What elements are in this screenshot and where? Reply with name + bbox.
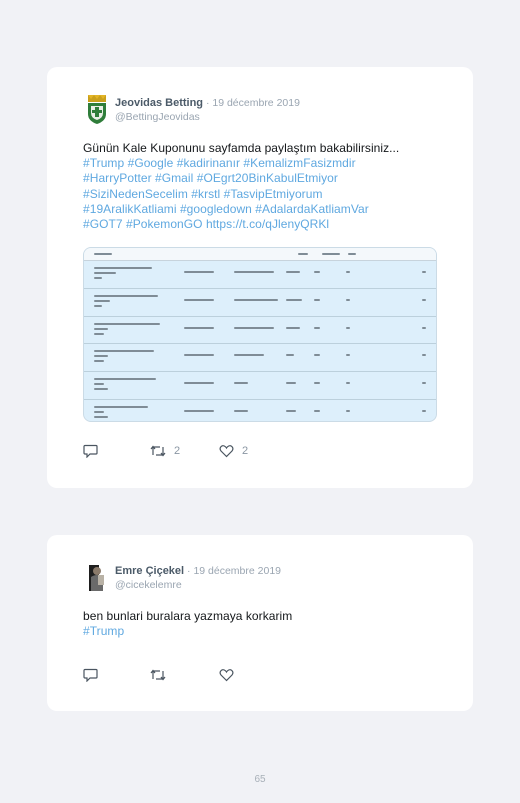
heart-icon	[219, 668, 234, 682]
retweet-icon	[150, 668, 166, 682]
hashtag-line	[83, 624, 453, 639]
page-number: 65	[254, 774, 266, 785]
hashtag[interactable]: #Trump	[83, 156, 125, 171]
retweet-button[interactable]	[150, 667, 166, 683]
tweet-date[interactable]: · 19 décembre 2019	[203, 97, 300, 109]
hashtag[interactable]: #krstl	[191, 186, 221, 201]
hashtag[interactable]: #googledown	[179, 201, 252, 216]
reply-icon	[83, 668, 98, 682]
retweet-button[interactable]	[150, 443, 180, 459]
tweet-actions	[83, 667, 283, 683]
tweet-image[interactable]	[83, 247, 437, 422]
hashtag[interactable]: #Gmail	[155, 171, 194, 186]
like-button[interactable]	[219, 443, 248, 459]
image-table-header	[84, 248, 436, 261]
hashtag-line	[83, 187, 453, 202]
hashtag[interactable]: #HarryPotter	[83, 171, 152, 186]
tweet-card	[47, 67, 473, 488]
hashtag[interactable]: #kadirinanır	[176, 156, 241, 171]
hashtag[interactable]: #KemalizmFasizmdir	[243, 156, 356, 171]
author-handle[interactable]: @BettingJeovidas	[115, 111, 200, 123]
author-handle[interactable]: @cicekelemre	[115, 579, 182, 591]
tweet-card	[47, 535, 473, 711]
hashtag[interactable]: #SiziNedenSecelim	[83, 186, 188, 201]
user-photo-icon	[83, 563, 111, 593]
retweet-icon	[150, 444, 166, 458]
image-table-row	[84, 400, 436, 422]
hashtag[interactable]: #OEgrt20BinKabulEtmiyor	[196, 171, 338, 186]
hashtag-line	[83, 171, 453, 186]
tweet-text-line: Günün Kale Kuponunu sayfamda paylaştım bakabilirsiniz...	[83, 141, 400, 155]
avatar[interactable]	[83, 563, 111, 593]
tweet-date[interactable]: · 19 décembre 2019	[184, 565, 282, 577]
crest-logo-icon	[83, 95, 111, 125]
reply-icon	[83, 444, 98, 458]
tweet-header	[83, 95, 443, 135]
author-name[interactable]: Emre Çiçekel	[115, 565, 185, 577]
hashtag-line	[83, 217, 453, 232]
image-table-row	[84, 344, 436, 372]
hashtag[interactable]: #GOT7	[83, 217, 123, 232]
hashtag[interactable]: #19AralikKatliami	[83, 201, 177, 216]
image-table-row	[84, 261, 436, 289]
tweet-header	[83, 563, 443, 603]
hashtag-line	[83, 156, 453, 171]
image-table-row	[84, 317, 436, 345]
tweet-text-line: ben bunlari buralara yazmaya korkarim	[83, 609, 293, 623]
hashtag[interactable]: #AdalardaKatliamVar	[255, 201, 369, 216]
hashtag[interactable]: #PokemonGO	[126, 217, 203, 232]
heart-icon	[219, 444, 234, 458]
tweet-actions	[83, 443, 283, 459]
retweet-count: 2	[174, 445, 181, 457]
image-table-row	[84, 372, 436, 400]
tweet-link[interactable]: https://t.co/qJlenyQRKl	[205, 217, 330, 232]
reply-button[interactable]	[83, 667, 98, 683]
reply-button[interactable]	[83, 443, 98, 459]
image-table-row	[84, 289, 436, 317]
hashtag[interactable]: #TasvipEtmiyorum	[223, 186, 323, 201]
avatar[interactable]	[83, 95, 111, 125]
like-count: 2	[242, 445, 249, 457]
author-name[interactable]: Jeovidas Betting	[115, 97, 204, 109]
tweet-text	[83, 141, 453, 232]
like-button[interactable]	[219, 667, 234, 683]
hashtag-line	[83, 202, 453, 217]
hashtag[interactable]: #Trump	[83, 624, 125, 639]
tweet-text	[83, 609, 453, 639]
hashtag[interactable]: #Google	[127, 156, 174, 171]
